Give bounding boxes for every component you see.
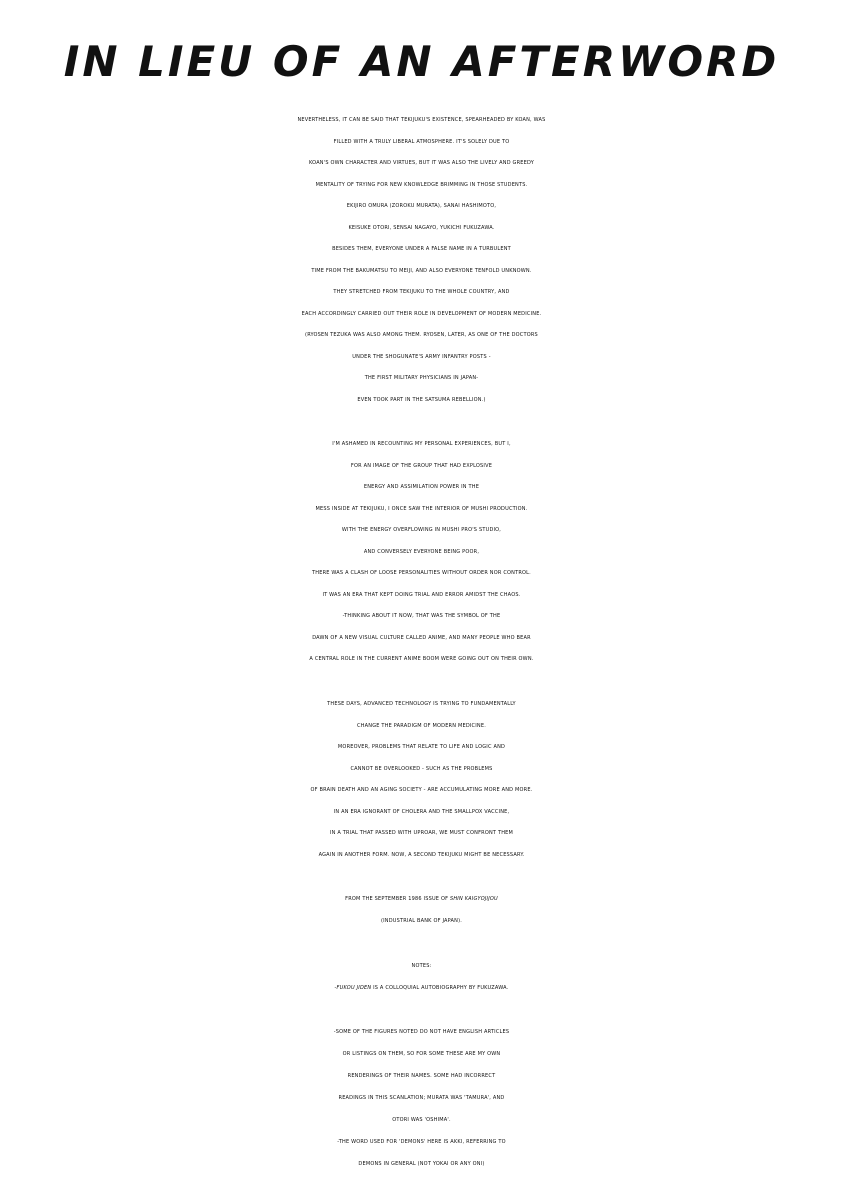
text-line: A CENTRAL ROLE IN THE CURRENT ANIME BOOM WERE GOING OUT ON THEIR OWN. bbox=[309, 656, 534, 662]
text-line: UNDER THE SHOGUNATE'S ARMY INFANTRY POSTS - bbox=[352, 353, 491, 360]
note-line: OR LISTINGS ON THEM, SO FOR SOME THESE ARE MY OWN bbox=[342, 1051, 501, 1057]
text-line: MOREOVER, PROBLEMS THAT RELATE TO LIFE AND LOGIC AND bbox=[337, 744, 506, 750]
note-dash: - bbox=[334, 985, 337, 991]
page-title: IN LIEU OF AN AFTERWORD bbox=[63, 37, 780, 86]
text-line: MENTALITY OF TRYING FOR NEW KNOWLEDGE BRIMMING IN THOSE STUDENTS. bbox=[315, 181, 528, 188]
text-line: EVEN TOOK PART IN THE SATSUMA REBELLION.) bbox=[357, 396, 486, 403]
text-line: THE FIRST MILITARY PHYSICIANS IN JAPAN- bbox=[364, 375, 479, 381]
translator-notes bbox=[0, 956, 843, 1176]
text-line: TIME FROM THE BAKUMATSU TO MEIJI, AND ALSO EVERYONE TENFOLD UNKNOWN. bbox=[311, 267, 532, 274]
book-title: FUKOU JIDEN bbox=[336, 985, 372, 991]
note-line: -THE WORD USED FOR 'DEMONS' HERE IS AKKI, REFERRING TO bbox=[337, 1139, 506, 1145]
note-line: OTORI WAS 'OSHIMA'. bbox=[392, 1117, 451, 1123]
source-line: (INDUSTRIAL BANK OF JAPAN). bbox=[380, 917, 463, 924]
paragraph-3 bbox=[0, 694, 843, 866]
text-line: IT WAS AN ERA THAT KEPT DOING TRIAL AND ERROR AMIDST THE CHAOS. bbox=[322, 591, 521, 598]
spacer bbox=[0, 1000, 843, 1022]
note-line: READINGS IN THIS SCANLATION; MURATA WAS 'TAMURA', AND bbox=[338, 1095, 505, 1101]
text-line: OF BRAIN DEATH AND AN AGING SOCIETY - ARE ACCUMULATING MORE AND MORE. bbox=[310, 787, 533, 793]
source-citation bbox=[0, 889, 843, 932]
text-line: THEY STRETCHED FROM TEKIJUKU TO THE WHOLE COUNTRY, AND bbox=[333, 289, 510, 295]
text-line: I'M ASHAMED IN RECOUNTING MY PERSONAL EXPERIENCES, BUT I, bbox=[332, 441, 511, 447]
text-line: EKIJIRO OMURA (ZOROKU MURATA), SANAI HASHIMOTO, bbox=[346, 203, 497, 209]
text-line: WITH THE ENERGY OVERFLOWING IN MUSHI PRO'S STUDIO, bbox=[341, 527, 502, 533]
text-line: IN A TRIAL THAT PASSED WITH UPROAR, WE MUST CONFRONT THEM bbox=[329, 830, 514, 836]
notes-heading: NOTES: bbox=[411, 963, 432, 969]
text-line: MESS INSIDE AT TEKIJUKU, I ONCE SAW THE INTERIOR OF MUSHI PRODUCTION. bbox=[315, 505, 528, 512]
text-line: KEISUKE OTORI, SENSAI NAGAYO, YUKICHI FUKUZAWA. bbox=[348, 224, 495, 231]
text-line: NEVERTHELESS, IT CAN BE SAID THAT TEKIJUKU'S EXISTENCE, SPEARHEADED BY KOAN, WAS bbox=[297, 117, 546, 123]
note-line: RENDERINGS OF THEIR NAMES. SOME HAD INCORRECT bbox=[347, 1073, 496, 1079]
text-line: -THINKING ABOUT IT NOW, THAT WAS THE SYMBOL OF THE bbox=[342, 613, 501, 619]
note-line: -SOME OF THE FIGURES NOTED DO NOT HAVE ENGLISH ARTICLES bbox=[333, 1029, 510, 1035]
source-prefix: FROM THE SEPTEMBER 1986 ISSUE OF bbox=[345, 896, 450, 902]
text-line: CHANGE THE PARADIGM OF MODERN MEDICINE. bbox=[356, 722, 487, 729]
text-line: AND CONVERSELY EVERYONE BEING POOR, bbox=[363, 548, 480, 555]
source-line bbox=[0, 889, 843, 911]
text-line: IN AN ERA IGNORANT OF CHOLERA AND THE SMALLPOX VACCINE, bbox=[333, 808, 510, 815]
text-line: EACH ACCORDINGLY CARRIED OUT THEIR ROLE IN DEVELOPMENT OF MODERN MEDICINE. bbox=[301, 310, 542, 317]
text-line: FILLED WITH A TRULY LIBERAL ATMOSPHERE. IT'S SOLELY DUE TO bbox=[333, 138, 510, 145]
note-line: DEMONS IN GENERAL (NOT YOKAI OR ANY ONI) bbox=[358, 1161, 485, 1167]
text-line: THERE WAS A CLASH OF LOOSE PERSONALITIES WITHOUT ORDER NOR CONTROL. bbox=[312, 570, 531, 576]
text-line: FOR AN IMAGE OF THE GROUP THAT HAD EXPLOSIVE bbox=[350, 462, 493, 469]
text-line: THESE DAYS, ADVANCED TECHNOLOGY IS TRYING TO FUNDAMENTALLY bbox=[327, 701, 516, 707]
text-line: ENERGY AND ASSIMILATION POWER IN THE bbox=[363, 484, 480, 490]
note-line bbox=[0, 978, 843, 1000]
paragraph-2 bbox=[0, 434, 843, 671]
text-line: AGAIN IN ANOTHER FORM. NOW, A SECOND TEKIJUKU MIGHT BE NECESSARY. bbox=[318, 851, 525, 858]
text-line: (RYOSEN TEZUKA WAS ALSO AMONG THEM. RYOSEN, LATER, AS ONE OF THE DOCTORS bbox=[305, 332, 538, 338]
text-line: KOAN'S OWN CHARACTER AND VIRTUES, BUT IT WAS ALSO THE LIVELY AND GREEDY bbox=[308, 160, 535, 166]
paragraph-1 bbox=[0, 110, 843, 411]
note-text: IS A COLLOQUIAL AUTOBIOGRAPHY BY FUKUZAWA. bbox=[371, 985, 509, 991]
text-line: DAWN OF A NEW VISUAL CULTURE CALLED ANIME, AND MANY PEOPLE WHO BEAR bbox=[312, 634, 531, 641]
publication-title: SHIN KAIGYOJIJOU bbox=[449, 896, 498, 902]
text-line: BESIDES THEM, EVERYONE UNDER A FALSE NAME IN A TURBULENT bbox=[332, 246, 511, 252]
text-line: CANNOT BE OVERLOOKED - SUCH AS THE PROBLEMS bbox=[350, 765, 493, 772]
